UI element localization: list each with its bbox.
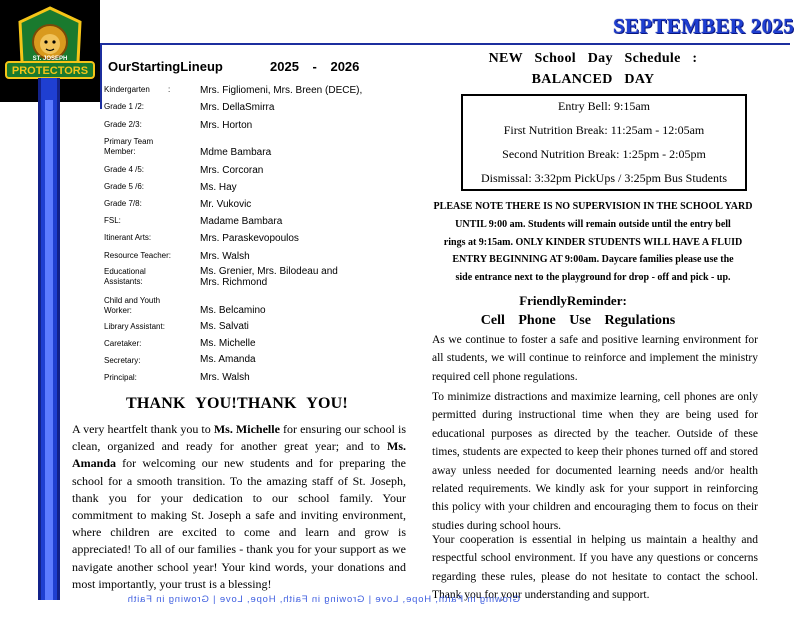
staff-highlight-name: Ms. Amanda	[72, 439, 406, 471]
staff-name: Mrs. DellaSmirra	[200, 102, 275, 113]
staff-role: Library Assistant:	[104, 322, 165, 331]
notice-line: PLEASE NOTE THERE IS NO SUPERVISION IN THE SCHOOL YARD	[433, 201, 753, 212]
staff-highlight-name: Ms. Michelle	[213, 422, 280, 436]
thank-you-heading: THANK YOU!THANK YOU!	[126, 395, 348, 412]
staff-role: Child and Youth Worker:	[104, 296, 161, 315]
staff-role: Grade 1 /2:	[104, 102, 145, 111]
reminder-paragraph: As we continue to foster a safe and positive learning environment for all students, we will continue to reinforce and implement the ministry required cell phone regulations.	[432, 334, 758, 383]
staff-name: Ms. Amanda	[200, 354, 256, 365]
staff-name: Mrs. Horton	[200, 120, 253, 131]
lineup-year: 2025 - 2026	[270, 59, 360, 74]
staff-name: Ms. Michelle	[200, 338, 256, 349]
schedule-title-line: BALANCED DAY	[531, 72, 655, 87]
staff-name: Mrs. Figliomeni, Mrs. Breen (DECE),	[200, 85, 363, 96]
staff-name: Mrs. Walsh	[200, 372, 250, 383]
schedule-title	[428, 48, 758, 90]
staff-name: Mr. Vukovic	[200, 199, 252, 210]
svg-text:ST. JOSEPH: ST. JOSEPH	[32, 56, 68, 62]
thank-you-text: A very heartfelt thank you to	[72, 422, 214, 436]
schedule-title-line: NEW School Day Schedule :	[488, 51, 698, 66]
reminder-paragraph: Your cooperation is essential in helping us maintain a healthy and respectful school environment. If you have any questions or concerns regarding these rules, please do not hesitate to contact the school. Thank you for your understanding and support.	[432, 534, 758, 602]
staff-role: Principal:	[104, 373, 137, 382]
staff-role: Kindergarten	[104, 85, 150, 94]
staff-name: Mrs. Paraskevopoulos	[200, 233, 299, 244]
staff-role: Caretaker:	[104, 339, 142, 348]
staff-name: Mrs. Walsh	[200, 251, 250, 262]
staff-role: Resource Teacher:	[104, 251, 171, 260]
reminder-subheading: Cell Phone Use Regulations	[480, 313, 676, 328]
reminder-paragraph: To minimize distractions and maximize learning, cell phones are only permitted during instructional time when they are being used for educational purposes as directed by the teacher. Outside of these times, students are expected to keep their phones turned off and stored away unless needed for documented learning needs and/or health related requirements. We kindly ask for your support in reinforcing this policy with your children and encouraging them to focus on their studies during school hours.	[432, 391, 758, 532]
header-rule	[100, 43, 790, 45]
staff-name: Ms. Hay	[200, 182, 237, 193]
schedule-dismissal: Dismissal: 3:32pm PickUps / 3:25pm Bus Students	[480, 171, 728, 185]
svg-text:PROTECTORS: PROTECTORS	[11, 65, 89, 77]
schedule-second-break: Second Nutrition Break: 1:25pm - 2:05pm	[502, 147, 706, 161]
thank-you-text: for welcoming our new students and for preparing the school for a smooth transition. To the amazing staff of St. Joseph, thank you for your dedication to our school family. Your commitment to making St. Joseph a safe and inviting environment, where children are excited to come and learn and grow is appreciated! To all of our families - thank you for your support as we navigate another school year! Your kind words, your donations and most importantly, your trust is a blessing!	[72, 456, 406, 591]
staff-role: FSL:	[104, 216, 121, 225]
staff-role: Grade 5 /6:	[104, 182, 145, 191]
staff-role: Educational Assistants:	[104, 267, 146, 286]
motto-footer: Growing in Faith, Hope, Love | Growing in Faith, Hope, Love | Growing in Faith	[126, 594, 520, 605]
reminder-heading: FriendlyReminder:	[519, 293, 627, 308]
staff-name: Mdme Bambara	[200, 147, 272, 158]
notice-line: side entrance next to the playground for drop - off and pick - up.	[455, 272, 731, 284]
staff-name: Ms. Belcamino	[200, 305, 266, 316]
staff-role: Grade 2/3:	[104, 120, 142, 129]
staff-role: Grade 4 /5:	[104, 165, 145, 174]
schedule-first-break: First Nutrition Break: 11:25am - 12:05am	[503, 123, 705, 137]
month-banner: SEPTEMBER 2025	[613, 14, 794, 38]
staff-name: Ms. Salvati	[200, 321, 249, 332]
notice-line: rings at 9:15am. ONLY KINDER STUDENTS WILL HAVE A FLUID	[443, 236, 743, 248]
staff-role: Grade 7/8:	[104, 199, 142, 208]
supervision-notice	[428, 198, 758, 287]
lineup-title: OurStartingLineup	[108, 59, 223, 74]
notice-line: ENTRY BEGINNING AT 9:00am. Daycare families please use the	[452, 254, 734, 266]
schedule-entry-bell: Entry Bell: 9:15am	[558, 99, 650, 113]
staff-role: Primary Team Member:	[104, 137, 154, 156]
decorative-vertical-bar-highlight	[45, 100, 53, 600]
notice-line: UNTIL 9:00 am. Students will remain outside until the entry bell	[455, 218, 731, 230]
header-rule-vertical	[100, 45, 102, 109]
staff-name: Ms. Grenier, Mrs. Bilodeau and Mrs. Richmond	[200, 266, 338, 288]
staff-role: Secretary:	[104, 356, 141, 365]
thank-you-paragraph	[72, 421, 406, 593]
thank-you-text: for ensuring our school is clean, organized and ready for another great year; and to	[72, 422, 406, 454]
staff-name: Mrs. Corcoran	[200, 165, 264, 176]
staff-role-separator: :	[168, 85, 171, 94]
staff-name: Madame Bambara	[200, 216, 283, 227]
staff-role: Itinerant Arts:	[104, 233, 152, 242]
